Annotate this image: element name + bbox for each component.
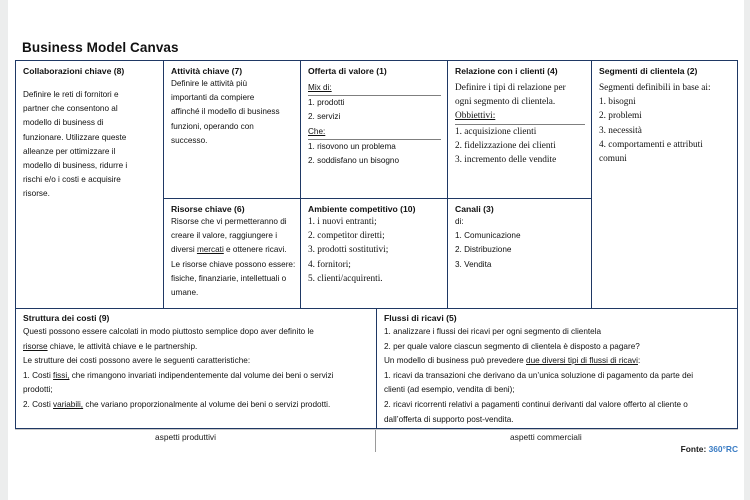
text-line: 2. Costi variabili, che variano proporzionalmente al volume dei beni o servizi prodotti.	[23, 399, 331, 409]
text-line: Le strutture dei costi possono avere le seguenti caratteristiche:	[23, 356, 251, 366]
list-item: 1. Comunicazione	[455, 231, 521, 241]
text-line: Definire i tipi di relazione per	[455, 83, 566, 93]
block-cost-structure[interactable]	[16, 309, 376, 429]
list-item: 2. servizi	[308, 112, 341, 122]
footer-divider	[15, 429, 738, 430]
text-line: risorse.	[23, 189, 50, 199]
page-title: Business Model Canvas	[22, 40, 179, 55]
list-item: 1. prodotti	[308, 98, 345, 108]
customer-relationships-subheading: Obbiettivi:	[455, 109, 585, 124]
text-line: di:	[455, 217, 464, 226]
text-line: Un modello di business può prevedere due diversi tipi di flussi di ricavi:	[384, 356, 641, 366]
block-key-activities[interactable]	[164, 61, 300, 198]
text-line: partner che consentono al	[23, 104, 118, 114]
text-line: creare il valore, raggiungere i	[171, 231, 278, 241]
text-line: importanti da compiere	[171, 93, 255, 103]
source-credit	[681, 444, 738, 454]
text-line: 2. ricavi ricorrenti relativi a pagamenti continui derivanti dal valore offerto al cliente o	[384, 399, 688, 409]
text-line: 1. Costi fissi, che rimangono invariati indipendentemente dal volume dei beni o servizi	[23, 370, 334, 380]
text-line: ogni segmento di clientela.	[455, 97, 556, 108]
canvas-top-row	[16, 61, 737, 308]
block-key-resources[interactable]	[164, 198, 300, 308]
block-revenue-streams-heading: Flussi di ricavi (5)	[384, 313, 457, 323]
text-line: funzioni, operando con	[171, 121, 254, 131]
source-prefix: Fonte:	[680, 444, 707, 454]
block-key-partners-body	[23, 88, 157, 202]
block-key-resources-body	[171, 215, 294, 300]
list-item: 3. necessità	[599, 125, 642, 136]
list-item: 2. fidelizzazione dei clienti	[455, 140, 556, 151]
text-line: rischi e/o i costi e acquisire	[23, 175, 121, 185]
block-key-activities-heading: Attività chiave (7)	[171, 66, 243, 76]
text-line: affinché il modello di business	[171, 107, 280, 117]
list-item: 1. risovono un problema	[308, 141, 396, 151]
text-line: Risorse che vi permetteranno di	[171, 217, 287, 226]
block-competitive-environment-body	[308, 215, 441, 286]
block-customer-relationships[interactable]	[448, 61, 591, 198]
list-item: 4. comportamenti e attributi	[599, 139, 703, 150]
block-value-proposition[interactable]	[301, 61, 447, 198]
block-value-proposition-body	[308, 81, 441, 168]
text-line: modello di business di	[23, 118, 104, 128]
block-key-resources-heading: Risorse chiave (6)	[171, 204, 245, 214]
text-line: dall’offerta di supporto post-vendita.	[384, 414, 514, 424]
block-competitive-environment-heading: Ambiente competitivo (10)	[308, 204, 416, 214]
footer-label-production: aspetti produttivi	[155, 432, 216, 442]
value-proposition-subheading-1: Mix di:	[308, 81, 441, 96]
text-line: Questi possono essere calcolati in modo piuttosto semplice dopo aver definito le	[23, 327, 314, 336]
column-customer-segments	[591, 61, 737, 308]
footer-label-commercial: aspetti commerciali	[510, 432, 582, 442]
spacer	[23, 77, 157, 88]
text-line: Segmenti definibili in base ai:	[599, 83, 711, 93]
list-item: 2. soddisfano un bisogno	[308, 156, 400, 166]
list-item: 1. acquisizione clienti	[455, 126, 537, 137]
list-item: 5. clienti/acquirenti.	[308, 273, 383, 284]
text-line: risorse chiave, le attività chiave e le partnership.	[23, 341, 198, 351]
block-channels-body	[455, 215, 585, 272]
footer-center-tick	[375, 430, 376, 452]
block-key-activities-body	[171, 77, 294, 148]
list-item: 2. problemi	[599, 111, 642, 122]
text-line: Definire le attività più	[171, 79, 247, 88]
text-line: Le risorse chiave possono essere:	[171, 259, 296, 269]
block-key-partners[interactable]	[16, 61, 163, 308]
block-customer-relationships-heading: Relazione con i clienti (4)	[455, 66, 558, 76]
text-line: Definire le reti di fornitori e	[23, 90, 119, 99]
list-item: 3. incremento delle vendite	[455, 155, 557, 166]
list-item: 3. Vendita	[455, 259, 492, 269]
text-line: successo.	[171, 135, 208, 145]
block-value-proposition-heading: Offerta di valore (1)	[308, 66, 387, 76]
text-line: diversi mercati e ottenere ricavi.	[171, 245, 287, 255]
text-line: funzionare. Utilizzare queste	[23, 132, 127, 142]
value-proposition-subheading-2: Che:	[308, 125, 441, 140]
block-competitive-environment[interactable]	[301, 198, 447, 308]
block-revenue-streams[interactable]	[376, 309, 737, 429]
text-line: 2. per quale valore ciascun segmento di clientela è disposto a pagare?	[384, 341, 640, 351]
text-line: alleanze per ottimizzare il	[23, 146, 116, 156]
list-item: 1. bisogni	[599, 97, 636, 108]
canvas-bottom-row	[16, 308, 737, 429]
text-line: fisiche, finanziarie, intellettuali o	[171, 273, 287, 283]
block-channels[interactable]	[448, 198, 591, 308]
block-customer-segments-heading: Segmenti di clientela (2)	[599, 66, 698, 76]
text-line: 1. analizzare i flussi dei ricavi per ogni segmento di clientela	[384, 327, 602, 336]
list-item: comuni	[599, 154, 627, 165]
text-line: modello di business, ridurre i	[23, 161, 128, 171]
text-line: prodotti;	[23, 385, 53, 395]
list-item: 2. Distribuzione	[455, 245, 512, 255]
text-line: clienti (ad esempio, vendita di beni);	[384, 385, 515, 395]
text-line: umane.	[171, 288, 199, 298]
list-item: 4. fornitori;	[308, 259, 351, 270]
list-item: 3. prodotti sostitutivi;	[308, 245, 389, 256]
source-name: 360°RC	[708, 444, 738, 454]
list-item: 1. i nuovi entranti;	[308, 217, 377, 227]
column-key-partners	[16, 61, 163, 308]
column-value-proposition-environment	[300, 61, 447, 308]
block-channels-heading: Canali (3)	[455, 204, 494, 214]
column-key-activities-resources	[163, 61, 300, 308]
text-line: 1. ricavi da transazioni che derivano da un’unica soluzione di pagamento da parte dei	[384, 370, 694, 380]
block-customer-segments-body	[599, 81, 731, 166]
list-item: 2. competitor diretti;	[308, 231, 385, 242]
block-customer-relationships-body	[455, 81, 585, 167]
business-model-canvas-grid	[15, 60, 738, 429]
column-customer-relationships-channels	[447, 61, 591, 308]
block-key-partners-heading: Collaborazioni chiave (8)	[23, 66, 125, 76]
block-cost-structure-heading: Struttura dei costi (9)	[23, 313, 110, 323]
block-customer-segments[interactable]	[592, 61, 737, 308]
